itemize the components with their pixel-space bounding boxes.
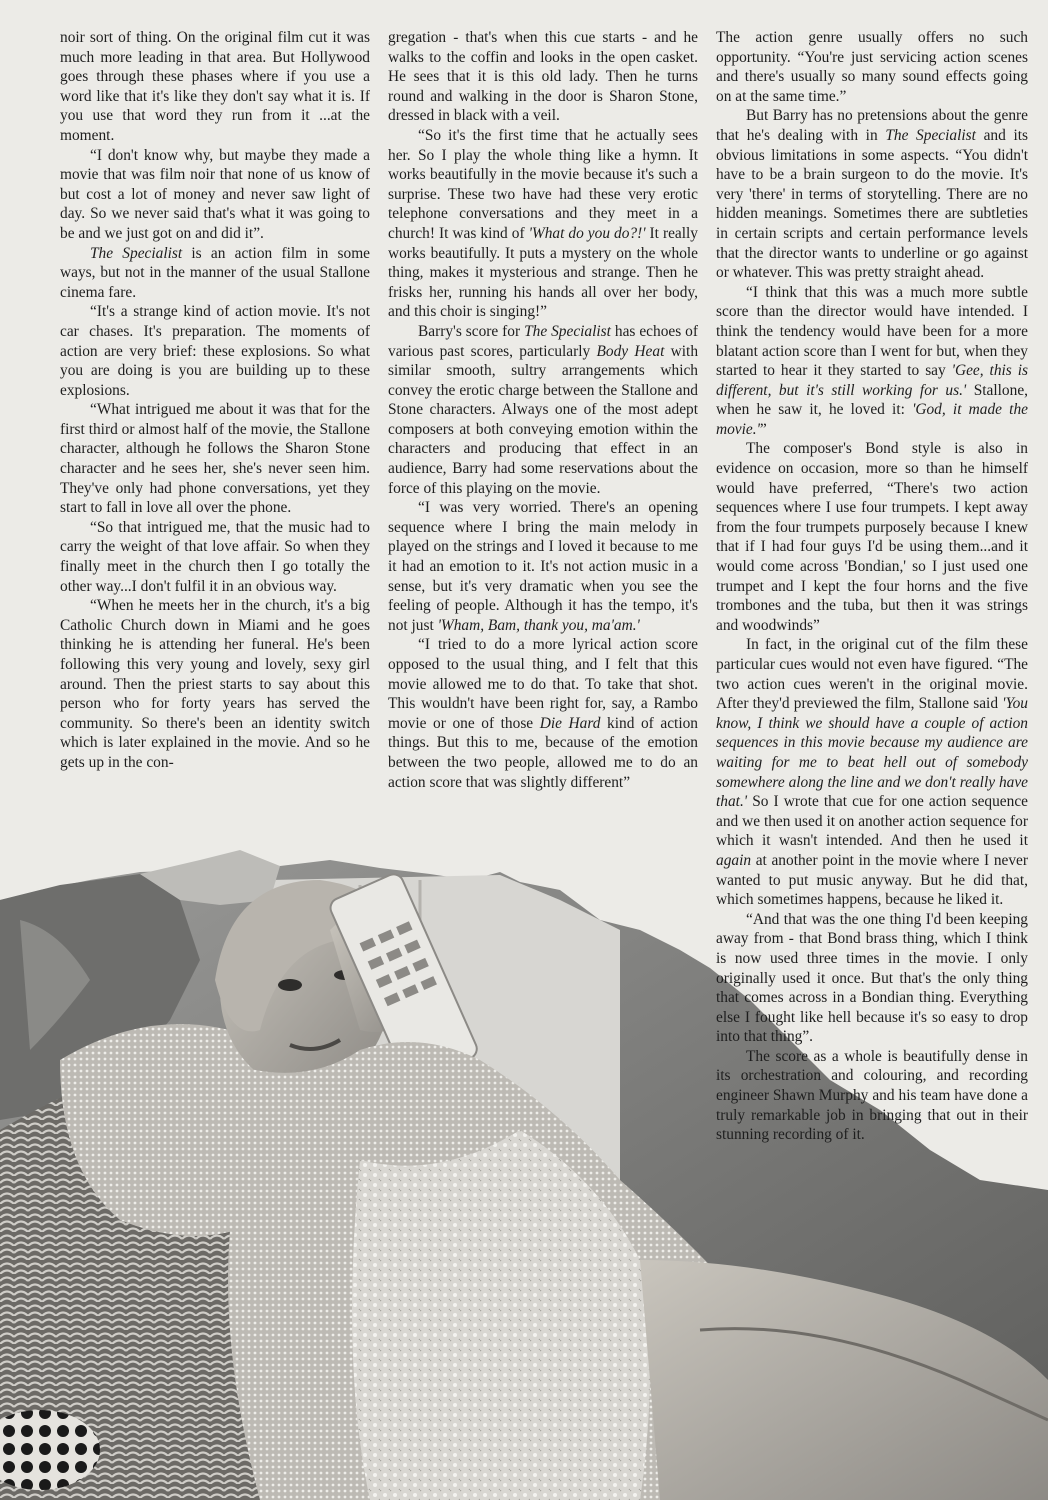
italic-text: 'Gee, this is different, but it's still working for us.' [716, 362, 1028, 399]
text-run: “I was very worried. There's an opening sequence where I bring the main melody in played on the strings and I loved it because to me it had an emotion to it. It's not action music in a sense, but it's very dramatic when you see the feeling of people. Although it has the tempo, it's not just [388, 499, 698, 634]
text-run: “I tried to do a more lyrical action score opposed to the usual thing, and I felt that this movie allowed me to do that. To take that shot. This wouldn't have been right for, say, a Rambo movie or one of those [388, 636, 698, 732]
text-run: Stallone, when he saw it, he loved it: [716, 381, 1028, 419]
text-run: “So that intrigued me, that the music had to carry the weight of that love affair. So when they finally meet in the church then I go totally the other way...I don't fulfil it in an obvious way. [60, 518, 370, 595]
italic-text: The Specialist [885, 126, 976, 144]
article-paragraph [716, 635, 1028, 909]
italic-text: The Specialist [524, 322, 611, 340]
article-paragraph [388, 322, 698, 498]
text-run: is an action film in some ways, but not in the manner of the usual Stallone cinema fare. [60, 244, 370, 301]
italic-text: Die Hard [539, 714, 601, 732]
article-paragraph [60, 244, 370, 303]
italic-text: Body Heat [596, 342, 665, 360]
article-column-1 [60, 28, 370, 773]
italic-text: 'You know, I think we should have a couple of action sequences in this movie because my audience are waiting for me to beat hell out of somebody somewhere along the line and we don't really have that.' [716, 695, 1028, 811]
article-paragraph [388, 28, 698, 126]
article-paragraph [60, 28, 370, 146]
italic-text: 'God, it made the movie.' [716, 401, 1028, 438]
italic-text: The Specialist [90, 244, 183, 262]
article-paragraph [60, 400, 370, 518]
article-paragraph [60, 596, 370, 772]
text-run: and its obvious limitations in some aspects. “You didn't have to be a brain surgeon to do the movie. It's very 'there' in terms of storytelling. There are no hidden meanings. Sometimes there are subtleties in certain scripts and certain performance levels that the director wants to underline or go against or whatever. This was pretty straight ahead. [716, 126, 1028, 282]
text-run: “So it's the first time that he actually sees her. So I play the whole thing like a hymn. It works beautifully in the movie because it's such a surprise. These two have had these very erotic telephone conversations and they meet in a church! It was kind of [388, 126, 698, 242]
italic-text: 'What do you do?!' [528, 224, 646, 242]
article-paragraph [716, 439, 1028, 635]
text-run: gregation - that's when this cue starts - and he walks to the coffin and looks in the open casket. He sees that it is this old lady. Then he turns round and walking in the door is Sharon Stone, dressed in black with a veil. [388, 29, 698, 125]
text-run: at another point in the movie where I never wanted to put music anyway. But he did that, which sometimes happens, because he liked it. [716, 851, 1028, 909]
text-run: But Barry has no pretensions about the genre that he's dealing with in [716, 107, 1028, 144]
article-paragraph [388, 498, 698, 635]
text-run: kind of action things. But this to me, because of the emotion between the two people, allowed me to do an action score that was slightly different” [388, 714, 698, 791]
text-run: In fact, in the original cut of the film these particular cues would not even have figured. “The two action cues weren't in the original movie. After they'd previewed the film, Stallone said [716, 636, 1028, 713]
text-run: The composer's Bond style is also in evidence on occasion, more so than he himself would have preferred, “There's two action sequences where I use four trumpets. I kept away from the four trumpets purposely because I knew that if I had four guys I'd be using them...and it would come across 'Bondian,' so I just used one trumpet and I kept the four horns and the five trombones and the tuba, but then it was strings and woodwinds” [716, 440, 1028, 634]
article-paragraph [388, 126, 698, 322]
article-paragraph [60, 146, 370, 244]
italic-text: 'Wham, Bam, thank you, ma'am.' [437, 616, 640, 634]
text-run: “When he meets her in the church, it's a big Catholic Church down in Miami and he goes thinking he is attending her funeral. He's been following this very young and lovely, sexy girl around. Then the priest starts to say about this person who for forty years has served the community. So there's been an identity switch which is later explained in the movie. And so he gets up in the con- [60, 597, 370, 771]
text-run: “I think that this was a much more subtle score than the director would have intended. I think the tendency would have been for a more blatant action score than I went for but, when they started to hear it they started to say [716, 283, 1028, 380]
text-run: Barry's score for [418, 322, 525, 340]
article-paragraph [716, 28, 1028, 106]
text-run: “I don't know why, but maybe they made a movie that was film noir that none of us know of but cost a lot of money and never saw light of day. So we never said that's what it was going to be and we just got on and did it”. [60, 146, 370, 242]
article-column-3 [716, 28, 1028, 1145]
article-paragraph [60, 302, 370, 400]
text-run: ” [759, 420, 767, 438]
text-run: noir sort of thing. On the original film cut it was much more leading in that area. But Hollywood goes through these phases where if you use a word like that it's like they don't say what it is. If you use that word they run from it ...at the moment. [60, 29, 370, 144]
text-run: The score as a whole is beautifully dense in its orchestration and colouring, and recording engineer Shawn Murphy and his team have done a truly remarkable job in bringing that out in their stunning recording of it. [716, 1047, 1028, 1144]
article-paragraph [716, 910, 1028, 1047]
article-column-2 [388, 28, 698, 792]
text-run: So I wrote that cue for one action sequence and we then used it on another action sequence for which it wasn't intended. And then he used it [716, 793, 1028, 850]
text-run: “It's a strange kind of action movie. It's not car chases. It's preparation. The moments of action are very brief: these explosions. So what you are doing is you are building up to these explosions. [60, 303, 370, 399]
text-run: has echoes of various past scores, particularly [388, 322, 698, 360]
article-paragraph [716, 283, 1028, 440]
text-run: The action genre usually offers no such opportunity. “You're just servicing action scenes and there's usually so many sound effects going on at the same time.” [716, 29, 1028, 105]
article-paragraph [388, 635, 698, 792]
italic-text: again [716, 851, 752, 869]
text-run: It really works beautifully. It puts a mystery on the whole thing, makes it mysterious and strange. Then he frisks her, running his hands all over her body, and this choir is singing!” [388, 224, 698, 321]
article-paragraph [60, 518, 370, 596]
article-paragraph [716, 1047, 1028, 1145]
text-run: “And that was the one thing I'd been keeping away from - that Bond brass thing, which I think is now used three times in the movie. I only originally used it once. But that's the only thing that comes across in a Bondian thing. Everything else I fought like hell because it's so easy to drop into that thing”. [716, 910, 1028, 1046]
text-run: with similar smooth, sultry arrangements which convey the erotic charge between the Stallone and Stone characters. Always one of the most adept composers at both conveying emotion within the characters and producing that effect in an audience, Barry had some reservations about the force of this playing on the movie. [388, 342, 699, 497]
text-run: “What intrigued me about it was that for the first third or almost half of the movie, the Stallone character, although he follows the Sharon Stone character and he sees her, she's never seen him. They've only had phone conversations, yet they start to fall in love all over the phone. [60, 401, 370, 517]
article-paragraph [716, 106, 1028, 282]
